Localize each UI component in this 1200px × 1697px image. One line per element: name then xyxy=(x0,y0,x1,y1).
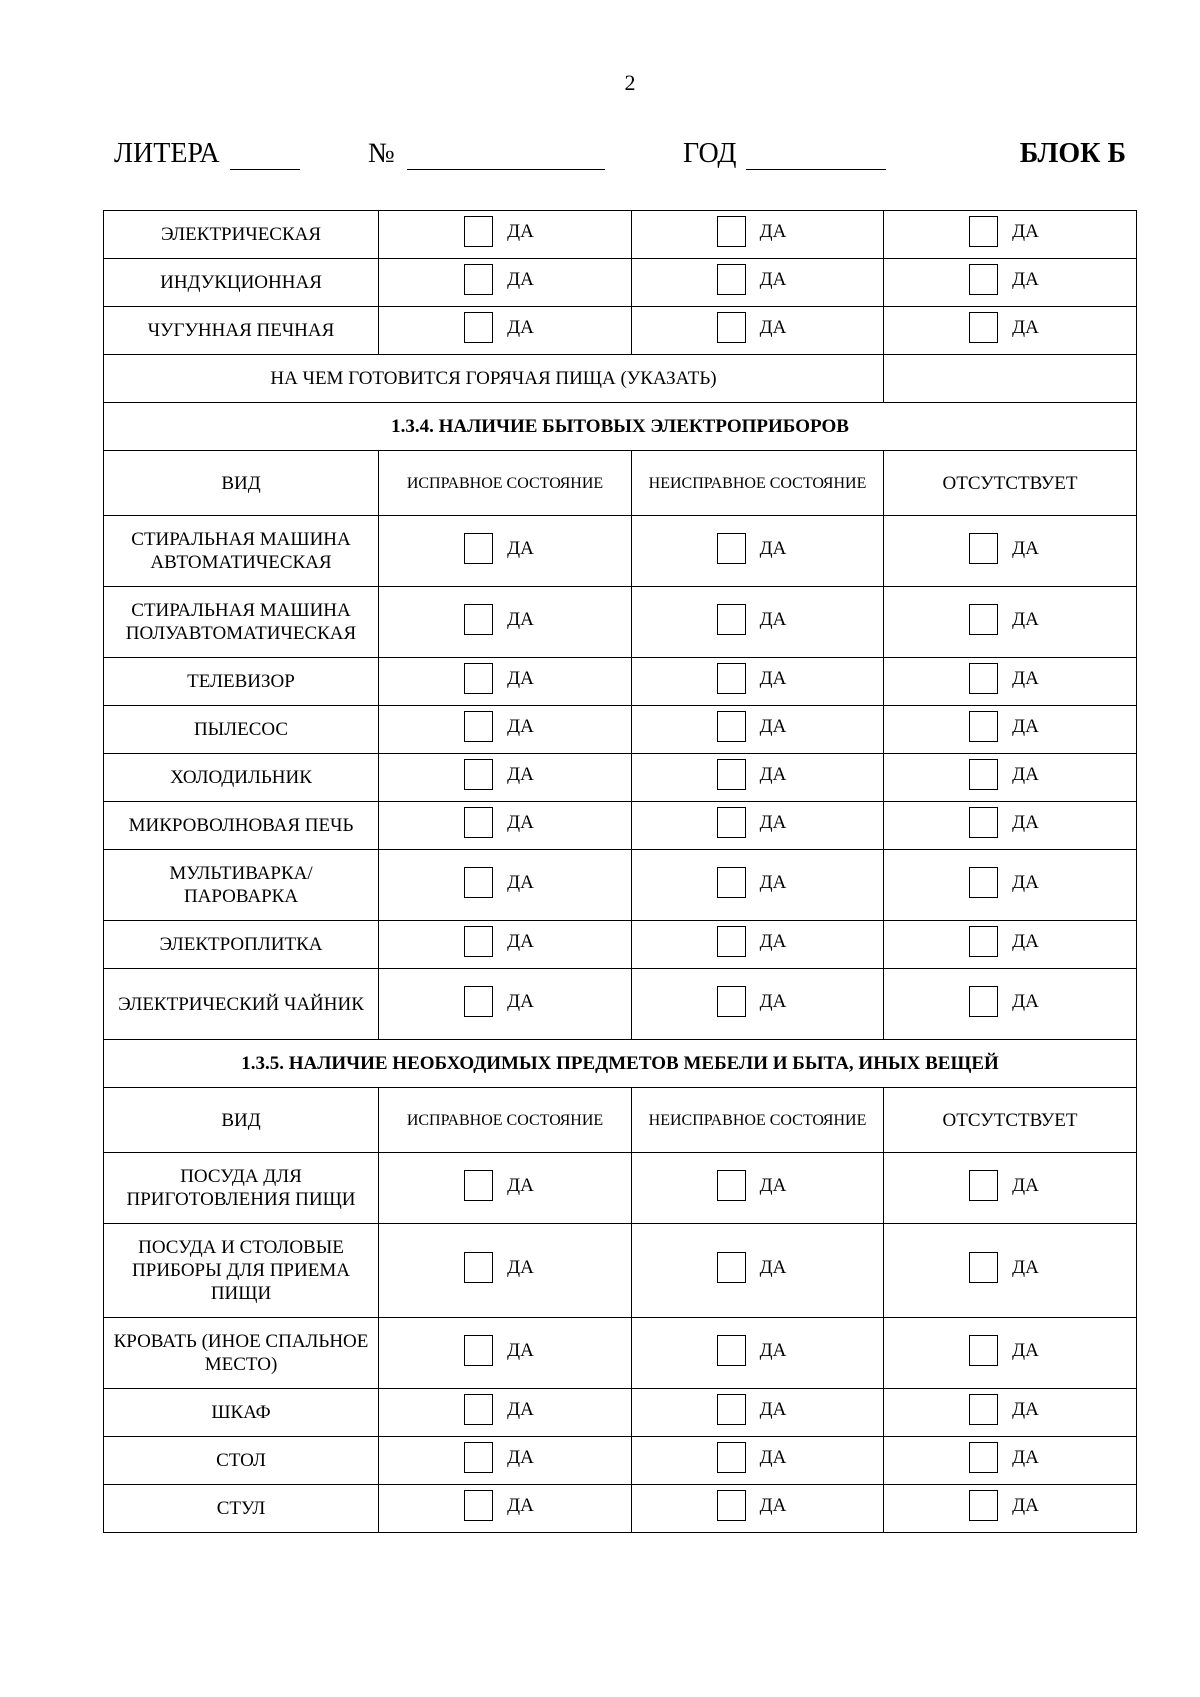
checkbox-label: ДА xyxy=(507,1257,534,1278)
checkbox-label: ДА xyxy=(507,317,534,338)
appliances-row-7-label: ЭЛЕКТРОПЛИТКА xyxy=(104,921,379,969)
furniture-row-1-faulty-checkbox[interactable] xyxy=(717,1252,787,1283)
appliances-row-7-working-cell xyxy=(379,921,632,969)
furniture-row-4-absent-cell xyxy=(884,1437,1137,1485)
furniture-row-4-absent-checkbox[interactable] xyxy=(969,1442,1039,1473)
checkbox-label: ДА xyxy=(1012,1257,1039,1278)
checkbox-label: ДА xyxy=(759,1339,787,1361)
appliances-row-0-faulty-checkbox[interactable] xyxy=(717,533,787,564)
appliances-row-0-faulty-cell xyxy=(632,516,884,587)
appliances-row-0-absent-cell xyxy=(884,516,1137,587)
appliances-row xyxy=(104,969,1137,1040)
checkbox-square[interactable] xyxy=(717,1394,746,1425)
checkbox-label: ДА xyxy=(1012,317,1039,338)
appliances-row-4-absent-checkbox[interactable] xyxy=(969,759,1039,790)
checkbox-square[interactable] xyxy=(464,926,493,957)
litera-input[interactable] xyxy=(230,141,300,170)
furniture-row xyxy=(104,1437,1137,1485)
checkbox-label: ДА xyxy=(759,1257,787,1278)
checkbox-label: ДА xyxy=(507,608,534,630)
furniture-section-title: 1.3.5. НАЛИЧИЕ НЕОБХОДИМЫХ ПРЕДМЕТОВ МЕБЕЛИ И БЫТА, ИНЫХ ВЕЩЕЙ xyxy=(104,1040,1137,1088)
litera-label: ЛИТЕРА xyxy=(114,138,220,169)
appliances-row-4-working-checkbox[interactable] xyxy=(464,759,534,790)
checkbox-label: ДА xyxy=(1012,764,1039,785)
number-input[interactable] xyxy=(407,141,605,170)
appliances-row-4-working-cell xyxy=(379,754,632,802)
furniture-row-2-faulty-cell xyxy=(632,1318,884,1389)
checkbox-label: ДА xyxy=(759,668,787,689)
furniture-row-4-faulty-cell xyxy=(632,1437,884,1485)
furniture-row-5-absent-cell xyxy=(884,1485,1137,1533)
appliances-row-8-absent-checkbox[interactable] xyxy=(969,986,1039,1017)
appliances-row-7-faulty-checkbox[interactable] xyxy=(717,926,787,957)
checkbox-label: ДА xyxy=(1012,1447,1039,1468)
checkbox-square[interactable] xyxy=(969,926,998,957)
furniture-row-4-label: СТОЛ xyxy=(104,1437,379,1485)
page-number: 2 xyxy=(624,70,636,95)
stoves-row-0-label: ЭЛЕКТРИЧЕСКАЯ xyxy=(104,211,379,259)
furniture-row-5-working-checkbox[interactable] xyxy=(464,1490,534,1521)
furniture-row-2-label: КРОВАТЬ (ИНОЕ СПАЛЬНОЕ МЕСТО) xyxy=(104,1318,379,1389)
checkbox-label: ДА xyxy=(759,931,787,952)
checkbox-label: ДА xyxy=(507,764,534,785)
checkbox-label: ДА xyxy=(1012,537,1039,559)
furniture-row-0-label: ПОСУДА ДЛЯ ПРИГОТОВЛЕНИЯ ПИЩИ xyxy=(104,1153,379,1224)
furniture-row-1-absent-checkbox[interactable] xyxy=(969,1252,1039,1283)
stoves-row xyxy=(104,307,1137,355)
checkbox-square[interactable] xyxy=(969,264,998,295)
checkbox-square[interactable] xyxy=(464,1170,493,1201)
checkbox-label: ДА xyxy=(507,1399,534,1420)
furniture-row-3-working-cell xyxy=(379,1389,632,1437)
checkbox-square[interactable] xyxy=(717,1335,746,1366)
appliances-row-3-faulty-cell xyxy=(632,706,884,754)
checkbox-square[interactable] xyxy=(969,604,998,635)
checkbox-square[interactable] xyxy=(464,986,493,1017)
stoves-row-1-absent-checkbox[interactable] xyxy=(969,264,1039,295)
appliances-row-3-absent-cell xyxy=(884,706,1137,754)
furniture-row xyxy=(104,1153,1137,1224)
appliances-row-1-absent-cell xyxy=(884,587,1137,658)
appliances-row-4-absent-cell xyxy=(884,754,1137,802)
checkbox-square[interactable] xyxy=(717,867,746,898)
furniture-row-3-absent-checkbox[interactable] xyxy=(969,1394,1039,1425)
checkbox-square[interactable] xyxy=(464,759,493,790)
appliances-row-6-faulty-checkbox[interactable] xyxy=(717,867,787,898)
appliances-row-0-working-cell xyxy=(379,516,632,587)
stoves-row-0-faulty-checkbox[interactable] xyxy=(717,216,787,247)
checkbox-label: ДА xyxy=(507,990,534,1012)
year-field xyxy=(683,138,886,170)
furniture-row-2-faulty-checkbox[interactable] xyxy=(717,1335,787,1366)
checkbox-square[interactable] xyxy=(464,867,493,898)
checkbox-label: ДА xyxy=(1012,871,1039,893)
appliances-row-1-absent-checkbox[interactable] xyxy=(969,604,1039,635)
appliances-row xyxy=(104,587,1137,658)
furniture-row-1-working-checkbox[interactable] xyxy=(464,1252,534,1283)
appliances-row-6-label: МУЛЬТИВАРКА/ ПАРОВАРКА xyxy=(104,850,379,921)
appliances-row-2-working-cell xyxy=(379,658,632,706)
litera-field xyxy=(114,138,300,170)
appliances-row-5-absent-cell xyxy=(884,802,1137,850)
furniture-column-header-working: ИСПРАВНОЕ СОСТОЯНИЕ xyxy=(379,1088,632,1153)
checkbox-square[interactable] xyxy=(969,1442,998,1473)
number-label: № xyxy=(368,138,395,169)
checkbox-square[interactable] xyxy=(464,807,493,838)
checkbox-square[interactable] xyxy=(717,759,746,790)
appliances-row-4-faulty-checkbox[interactable] xyxy=(717,759,787,790)
furniture-row-1-faulty-cell xyxy=(632,1224,884,1318)
checkbox-label: ДА xyxy=(507,1339,534,1361)
checkbox-label: ДА xyxy=(1012,1495,1039,1516)
checkbox-label: ДА xyxy=(1012,1399,1039,1420)
checkbox-square[interactable] xyxy=(969,759,998,790)
checkbox-label: ДА xyxy=(1012,812,1039,833)
furniture-row-5-faulty-cell xyxy=(632,1485,884,1533)
appliances-section-title: 1.3.4. НАЛИЧИЕ БЫТОВЫХ ЭЛЕКТРОПРИБОРОВ xyxy=(104,403,1137,451)
checkbox-label: ДА xyxy=(759,269,787,290)
checkbox-label: ДА xyxy=(507,269,534,290)
checkbox-square[interactable] xyxy=(464,711,493,742)
checkbox-square[interactable] xyxy=(969,711,998,742)
appliances-row-7-working-checkbox[interactable] xyxy=(464,926,534,957)
stoves-row-1-faulty-cell xyxy=(632,259,884,307)
block-label: БЛОК Б xyxy=(1019,138,1126,169)
appliances-row xyxy=(104,921,1137,969)
appliances-row-3-working-checkbox[interactable] xyxy=(464,711,534,742)
furniture-row-4-working-cell xyxy=(379,1437,632,1485)
form-header xyxy=(0,138,1200,178)
appliances-row-3-faulty-checkbox[interactable] xyxy=(717,711,787,742)
appliances-row-8-faulty-cell xyxy=(632,969,884,1040)
checkbox-square[interactable] xyxy=(464,1490,493,1521)
appliances-row xyxy=(104,706,1137,754)
stoves-row-2-working-cell xyxy=(379,307,632,355)
checkbox-label: ДА xyxy=(1012,608,1039,630)
appliances-row-2-label: ТЕЛЕВИЗОР xyxy=(104,658,379,706)
appliances-row-5-label: МИКРОВОЛНОВАЯ ПЕЧЬ xyxy=(104,802,379,850)
checkbox-square[interactable] xyxy=(464,1442,493,1473)
checkbox-square[interactable] xyxy=(969,986,998,1017)
appliances-row-2-absent-cell xyxy=(884,658,1137,706)
checkbox-square[interactable] xyxy=(717,264,746,295)
checkbox-square[interactable] xyxy=(464,216,493,247)
appliances-row-6-working-checkbox[interactable] xyxy=(464,867,534,898)
checkbox-label: ДА xyxy=(759,1399,787,1420)
appliances-row-1-label: СТИРАЛЬНАЯ МАШИНА ПОЛУАВТОМАТИЧЕСКАЯ xyxy=(104,587,379,658)
appliances-row-3-absent-checkbox[interactable] xyxy=(969,711,1039,742)
checkbox-label: ДА xyxy=(1012,668,1039,689)
stoves-row-1-working-cell xyxy=(379,259,632,307)
stoves-row xyxy=(104,259,1137,307)
checkbox-square[interactable] xyxy=(969,1170,998,1201)
furniture-row-3-working-checkbox[interactable] xyxy=(464,1394,534,1425)
furniture-row-2-absent-cell xyxy=(884,1318,1137,1389)
furniture-row-5-working-cell xyxy=(379,1485,632,1533)
checkbox-square[interactable] xyxy=(717,1442,746,1473)
checkbox-label: ДА xyxy=(759,317,787,338)
appliances-row-6-faulty-cell xyxy=(632,850,884,921)
appliances-row-7-absent-checkbox[interactable] xyxy=(969,926,1039,957)
appliances-row xyxy=(104,850,1137,921)
checkbox-square[interactable] xyxy=(464,312,493,343)
checkbox-square[interactable] xyxy=(464,264,493,295)
furniture-row xyxy=(104,1224,1137,1318)
appliances-row-6-absent-checkbox[interactable] xyxy=(969,867,1039,898)
furniture-column-header-kind: ВИД xyxy=(104,1088,379,1153)
checkbox-square[interactable] xyxy=(464,604,493,635)
checkbox-square[interactable] xyxy=(717,663,746,694)
stoves-row-0-faulty-cell xyxy=(632,211,884,259)
hot-food-input[interactable] xyxy=(884,355,1137,403)
appliances-row-7-faulty-cell xyxy=(632,921,884,969)
checkbox-square[interactable] xyxy=(969,1394,998,1425)
furniture-row-1-label: ПОСУДА И СТОЛОВЫЕ ПРИБОРЫ ДЛЯ ПРИЕМА ПИЩИ xyxy=(104,1224,379,1318)
checkbox-label: ДА xyxy=(507,871,534,893)
furniture-row-3-absent-cell xyxy=(884,1389,1137,1437)
furniture-row-1-working-cell xyxy=(379,1224,632,1318)
appliances-row-7-absent-cell xyxy=(884,921,1137,969)
checkbox-label: ДА xyxy=(759,990,787,1012)
appliances-row-4-label: ХОЛОДИЛЬНИК xyxy=(104,754,379,802)
checkbox-square[interactable] xyxy=(464,1252,493,1283)
appliances-row-8-faulty-checkbox[interactable] xyxy=(717,986,787,1017)
checkbox-square[interactable] xyxy=(969,312,998,343)
appliances-row-8-working-checkbox[interactable] xyxy=(464,986,534,1017)
checkbox-label: ДА xyxy=(1012,1174,1039,1196)
furniture-column-header-row xyxy=(104,1088,1137,1153)
checkbox-square[interactable] xyxy=(969,1335,998,1366)
form-table xyxy=(103,210,1137,1533)
appliances-row-8-label: ЭЛЕКТРИЧЕСКИЙ ЧАЙНИК xyxy=(104,969,379,1040)
furniture-row-0-faulty-cell xyxy=(632,1153,884,1224)
furniture-column-header-faulty: НЕИСПРАВНОЕ СОСТОЯНИЕ xyxy=(632,1088,884,1153)
checkbox-square[interactable] xyxy=(969,533,998,564)
checkbox-square[interactable] xyxy=(717,711,746,742)
form-table-body xyxy=(104,211,1137,1533)
stoves-row-2-working-checkbox[interactable] xyxy=(464,312,534,343)
checkbox-label: ДА xyxy=(1012,1339,1039,1361)
checkbox-label: ДА xyxy=(1012,716,1039,737)
appliances-row-1-faulty-checkbox[interactable] xyxy=(717,604,787,635)
checkbox-square[interactable] xyxy=(717,986,746,1017)
checkbox-square[interactable] xyxy=(969,1252,998,1283)
appliances-row xyxy=(104,802,1137,850)
appliances-row-5-working-checkbox[interactable] xyxy=(464,807,534,838)
appliances-row-2-faulty-cell xyxy=(632,658,884,706)
stoves-row-0-working-checkbox[interactable] xyxy=(464,216,534,247)
furniture-row xyxy=(104,1389,1137,1437)
appliances-row-2-absent-checkbox[interactable] xyxy=(969,663,1039,694)
appliances-row-2-faulty-checkbox[interactable] xyxy=(717,663,787,694)
checkbox-label: ДА xyxy=(507,221,534,242)
appliances-row-5-faulty-cell xyxy=(632,802,884,850)
furniture-row-0-working-checkbox[interactable] xyxy=(464,1170,534,1201)
appliances-row-6-working-cell xyxy=(379,850,632,921)
stoves-row-2-faulty-cell xyxy=(632,307,884,355)
stoves-row-0-working-cell xyxy=(379,211,632,259)
checkbox-label: ДА xyxy=(759,608,787,630)
furniture-row-0-faulty-checkbox[interactable] xyxy=(717,1170,787,1201)
checkbox-label: ДА xyxy=(759,812,787,833)
checkbox-label: ДА xyxy=(507,812,534,833)
checkbox-square[interactable] xyxy=(969,867,998,898)
stoves-row xyxy=(104,211,1137,259)
stoves-row-0-absent-checkbox[interactable] xyxy=(969,216,1039,247)
appliances-row xyxy=(104,658,1137,706)
checkbox-label: ДА xyxy=(759,221,787,242)
appliances-row-1-working-cell xyxy=(379,587,632,658)
checkbox-label: ДА xyxy=(507,931,534,952)
furniture-section-title-row xyxy=(104,1040,1137,1088)
checkbox-square[interactable] xyxy=(717,604,746,635)
furniture-row-5-faulty-checkbox[interactable] xyxy=(717,1490,787,1521)
checkbox-square[interactable] xyxy=(464,533,493,564)
furniture-row xyxy=(104,1318,1137,1389)
furniture-row-5-label: СТУЛ xyxy=(104,1485,379,1533)
checkbox-square[interactable] xyxy=(464,1335,493,1366)
checkbox-square[interactable] xyxy=(717,1170,746,1201)
appliances-column-header-faulty: НЕИСПРАВНОЕ СОСТОЯНИЕ xyxy=(632,451,884,516)
appliances-row-0-working-checkbox[interactable] xyxy=(464,533,534,564)
checkbox-label: ДА xyxy=(507,537,534,559)
appliances-row xyxy=(104,516,1137,587)
appliances-row-5-working-cell xyxy=(379,802,632,850)
checkbox-square[interactable] xyxy=(717,312,746,343)
appliances-row-0-label: СТИРАЛЬНАЯ МАШИНА АВТОМАТИЧЕСКАЯ xyxy=(104,516,379,587)
stoves-row-1-label: ИНДУКЦИОННАЯ xyxy=(104,259,379,307)
checkbox-square[interactable] xyxy=(969,1490,998,1521)
furniture-row-0-absent-checkbox[interactable] xyxy=(969,1170,1039,1201)
appliances-row-8-working-cell xyxy=(379,969,632,1040)
checkbox-label: ДА xyxy=(507,1174,534,1196)
checkbox-label: ДА xyxy=(759,1174,787,1196)
stoves-row-2-label: ЧУГУННАЯ ПЕЧНАЯ xyxy=(104,307,379,355)
checkbox-label: ДА xyxy=(759,716,787,737)
furniture-row xyxy=(104,1485,1137,1533)
furniture-row-3-faulty-checkbox[interactable] xyxy=(717,1394,787,1425)
appliances-column-header-kind: ВИД xyxy=(104,451,379,516)
furniture-row-3-label: ШКАФ xyxy=(104,1389,379,1437)
checkbox-label: ДА xyxy=(1012,990,1039,1012)
checkbox-label: ДА xyxy=(1012,221,1039,242)
furniture-row-4-working-checkbox[interactable] xyxy=(464,1442,534,1473)
checkbox-square[interactable] xyxy=(969,807,998,838)
checkbox-label: ДА xyxy=(507,668,534,689)
checkbox-label: ДА xyxy=(759,1495,787,1516)
furniture-row-2-working-cell xyxy=(379,1318,632,1389)
appliances-row-3-working-cell xyxy=(379,706,632,754)
appliances-column-header-row xyxy=(104,451,1137,516)
furniture-row-5-absent-checkbox[interactable] xyxy=(969,1490,1039,1521)
checkbox-label: ДА xyxy=(1012,931,1039,952)
checkbox-square[interactable] xyxy=(717,1252,746,1283)
hot-food-row xyxy=(104,355,1137,403)
stoves-row-1-absent-cell xyxy=(884,259,1137,307)
checkbox-label: ДА xyxy=(507,716,534,737)
checkbox-square[interactable] xyxy=(969,216,998,247)
stoves-row-2-absent-cell xyxy=(884,307,1137,355)
furniture-row-3-faulty-cell xyxy=(632,1389,884,1437)
stoves-row-2-faulty-checkbox[interactable] xyxy=(717,312,787,343)
furniture-row-1-absent-cell xyxy=(884,1224,1137,1318)
furniture-row-2-absent-checkbox[interactable] xyxy=(969,1335,1039,1366)
checkbox-label: ДА xyxy=(507,1447,534,1468)
appliances-row-6-absent-cell xyxy=(884,850,1137,921)
appliances-row-5-absent-checkbox[interactable] xyxy=(969,807,1039,838)
checkbox-square[interactable] xyxy=(717,533,746,564)
checkbox-square[interactable] xyxy=(717,926,746,957)
appliances-row xyxy=(104,754,1137,802)
year-input[interactable] xyxy=(746,141,886,170)
appliances-column-header-absent: ОТСУТСТВУЕТ xyxy=(884,451,1137,516)
stoves-row-1-working-checkbox[interactable] xyxy=(464,264,534,295)
checkbox-label: ДА xyxy=(759,537,787,559)
appliances-row-1-working-checkbox[interactable] xyxy=(464,604,534,635)
checkbox-label: ДА xyxy=(759,1447,787,1468)
appliances-row-0-absent-checkbox[interactable] xyxy=(969,533,1039,564)
stoves-row-1-faulty-checkbox[interactable] xyxy=(717,264,787,295)
checkbox-square[interactable] xyxy=(717,807,746,838)
checkbox-label: ДА xyxy=(507,1495,534,1516)
appliances-row-5-faulty-checkbox[interactable] xyxy=(717,807,787,838)
checkbox-square[interactable] xyxy=(969,663,998,694)
furniture-row-4-faulty-checkbox[interactable] xyxy=(717,1442,787,1473)
furniture-column-header-absent: ОТСУТСТВУЕТ xyxy=(884,1088,1137,1153)
furniture-row-0-absent-cell xyxy=(884,1153,1137,1224)
checkbox-square[interactable] xyxy=(717,216,746,247)
furniture-row-0-working-cell xyxy=(379,1153,632,1224)
number-field xyxy=(368,138,605,170)
year-label: ГОД xyxy=(683,138,737,169)
checkbox-label: ДА xyxy=(1012,269,1039,290)
furniture-row-2-working-checkbox[interactable] xyxy=(464,1335,534,1366)
stoves-row-0-absent-cell xyxy=(884,211,1137,259)
checkbox-square[interactable] xyxy=(464,1394,493,1425)
checkbox-square[interactable] xyxy=(717,1490,746,1521)
appliances-column-header-working: ИСПРАВНОЕ СОСТОЯНИЕ xyxy=(379,451,632,516)
hot-food-label: НА ЧЕМ ГОТОВИТСЯ ГОРЯЧАЯ ПИЩА (УКАЗАТЬ) xyxy=(104,355,884,403)
appliances-section-title-row xyxy=(104,403,1137,451)
checkbox-label: ДА xyxy=(759,871,787,893)
appliances-row-8-absent-cell xyxy=(884,969,1137,1040)
stoves-row-2-absent-checkbox[interactable] xyxy=(969,312,1039,343)
appliances-row-4-faulty-cell xyxy=(632,754,884,802)
appliances-row-2-working-checkbox[interactable] xyxy=(464,663,534,694)
checkbox-square[interactable] xyxy=(464,663,493,694)
appliances-row-1-faulty-cell xyxy=(632,587,884,658)
appliances-row-3-label: ПЫЛЕСОС xyxy=(104,706,379,754)
checkbox-label: ДА xyxy=(759,764,787,785)
